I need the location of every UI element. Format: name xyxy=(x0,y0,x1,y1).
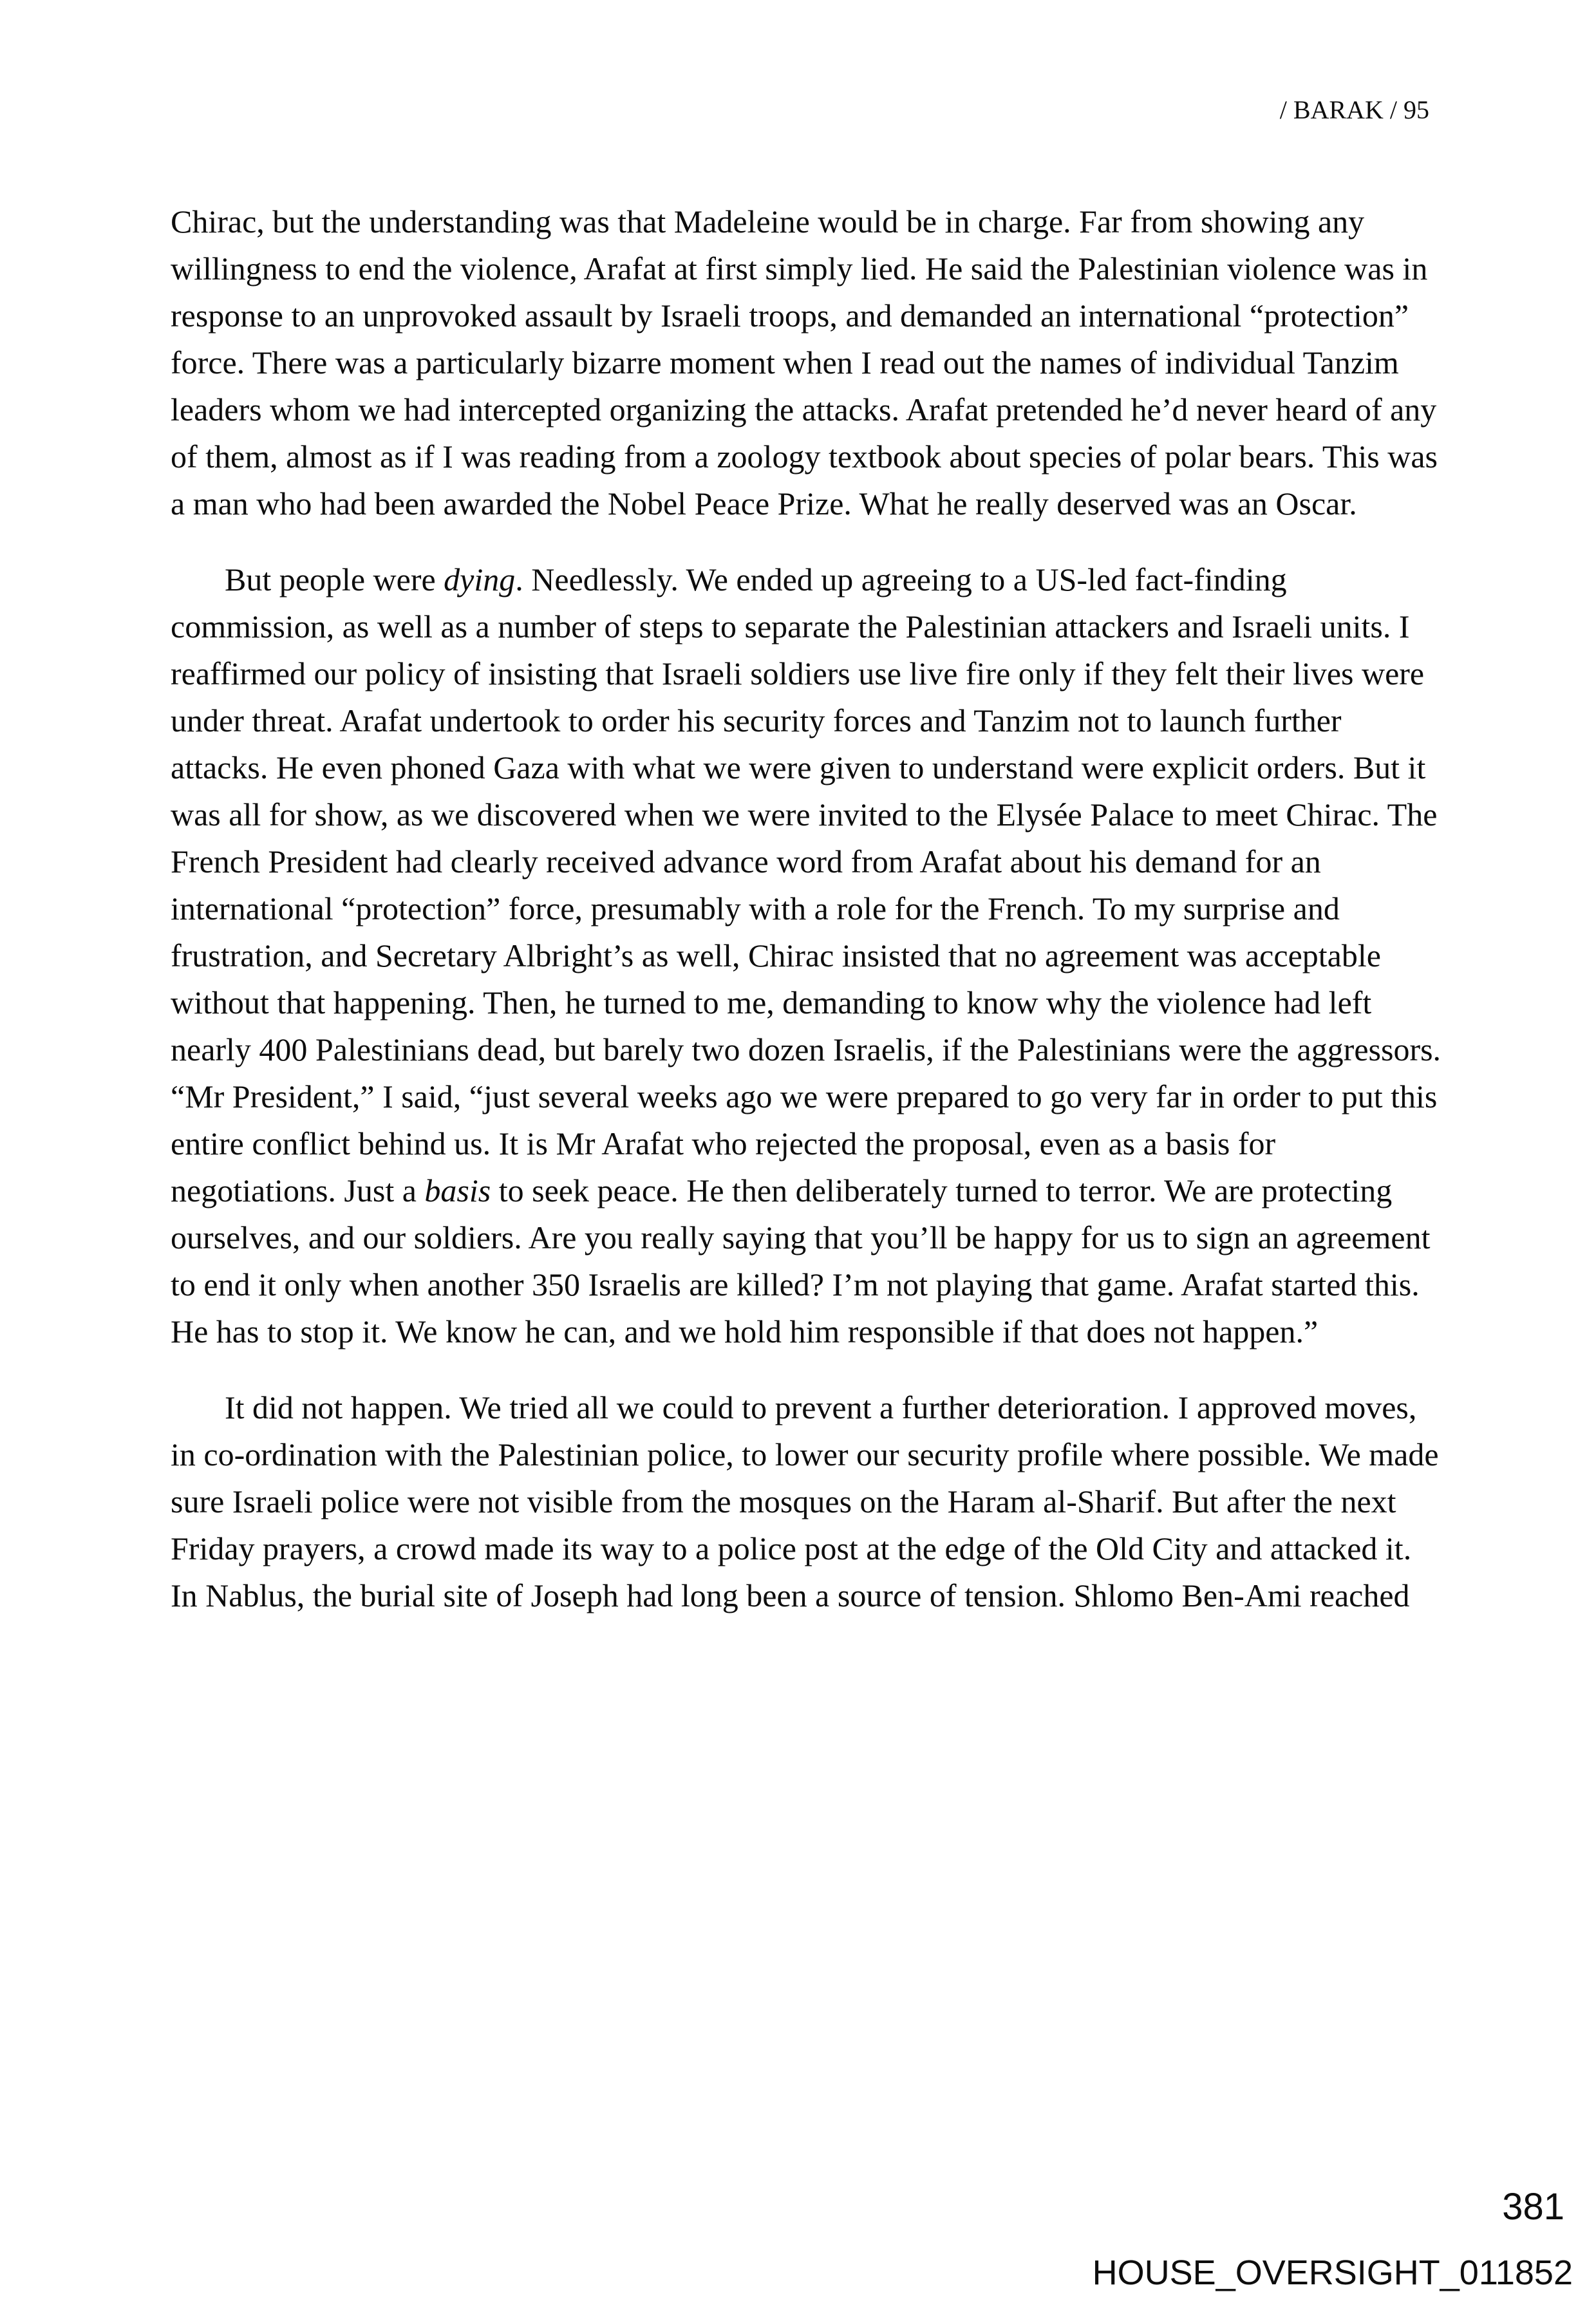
italic-word: basis xyxy=(424,1172,491,1208)
paragraph-segment: . Needlessly. We ended up agreeing to a US-led fact-finding commission, as well as a number of steps to separate the Palestinian attackers and Israeli units. I reaffirmed our policy of insisting that Israeli soldiers use live fire only if they felt their lives were under threat. Arafat undertook to order his security forces and Tanzim not to launch further attacks. He even phoned Gaza with what we were given to understand were explicit orders. But it was all for show, as we discovered when we were invited to the Elysée Palace to meet Chirac. The French President had clearly received advance word from Arafat about his demand for an international “protection” force, presumably with a role for the French. To my surprise and frustration, and Secretary Albright’s as well, Chirac insisted that no agreement was acceptable without that happening. Then, he turned to me, demanding to know why the violence had left nearly 400 Palestinians dead, but barely two dozen Israelis, if the Palestinians were the aggressors. “Mr President,” I said, “just several weeks ago we were prepared to go very far in order to put this entire conflict behind us. It is Mr Arafat who rejected the proposal, even as a basis for negotiations. Just a xyxy=(171,561,1441,1208)
page-number: 381 xyxy=(1502,2186,1564,2228)
italic-word: dying xyxy=(444,561,516,597)
paragraph-segment: to seek peace. He then deliberately turned to terror. We are protecting ourselves, and our soldiers. Are you really saying that you’ll be happy for us to sign an agreement to end it only when another 350 Israelis are killed? I’m not playing that game. Arafat started this. He has to stop it. We know he can, and we hold him responsible if that does not happen.” xyxy=(171,1172,1431,1349)
paragraph-segment: Chirac, but the understanding was that Madeleine would be in charge. Far from showing any willingness to end the violence, Arafat at first simply lied. He said the Palestinian violence was in response to an unprovoked assault by Israeli troops, and demanded an international “protection” force. There was a particularly bizarre moment when I read out the names of individual Tanzim leaders whom we had intercepted organizing the attacks. Arafat pretended he’d never heard of any of them, almost as if I was reading from a zoology textbook about species of polar bears. This was a man who had been awarded the Nobel Peace Prize. What he really deserved was an Oscar. xyxy=(171,203,1438,522)
paragraph-1 xyxy=(171,198,1442,527)
paragraph-segment: But people were xyxy=(225,561,444,597)
watermark-stamp: HOUSE_OVERSIGHT_011852 xyxy=(1092,2253,1573,2292)
paragraph-3 xyxy=(171,1384,1442,1619)
body-text xyxy=(171,198,1442,1648)
paragraph-2 xyxy=(171,556,1442,1355)
running-header: / BARAK / 95 xyxy=(1279,95,1429,124)
paragraph-segment: It did not happen. We tried all we could to prevent a further deterioration. I approved moves, in co-ordination with the Palestinian police, to lower our security profile where possible. We made sure Israeli police were not visible from the mosques on the Haram al-Sharif. But after the next Friday prayers, a crowd made its way to a police post at the edge of the Old City and attacked it. In Nablus, the burial site of Joseph had long been a source of tension. Shlomo Ben-Ami reached xyxy=(171,1389,1439,1613)
